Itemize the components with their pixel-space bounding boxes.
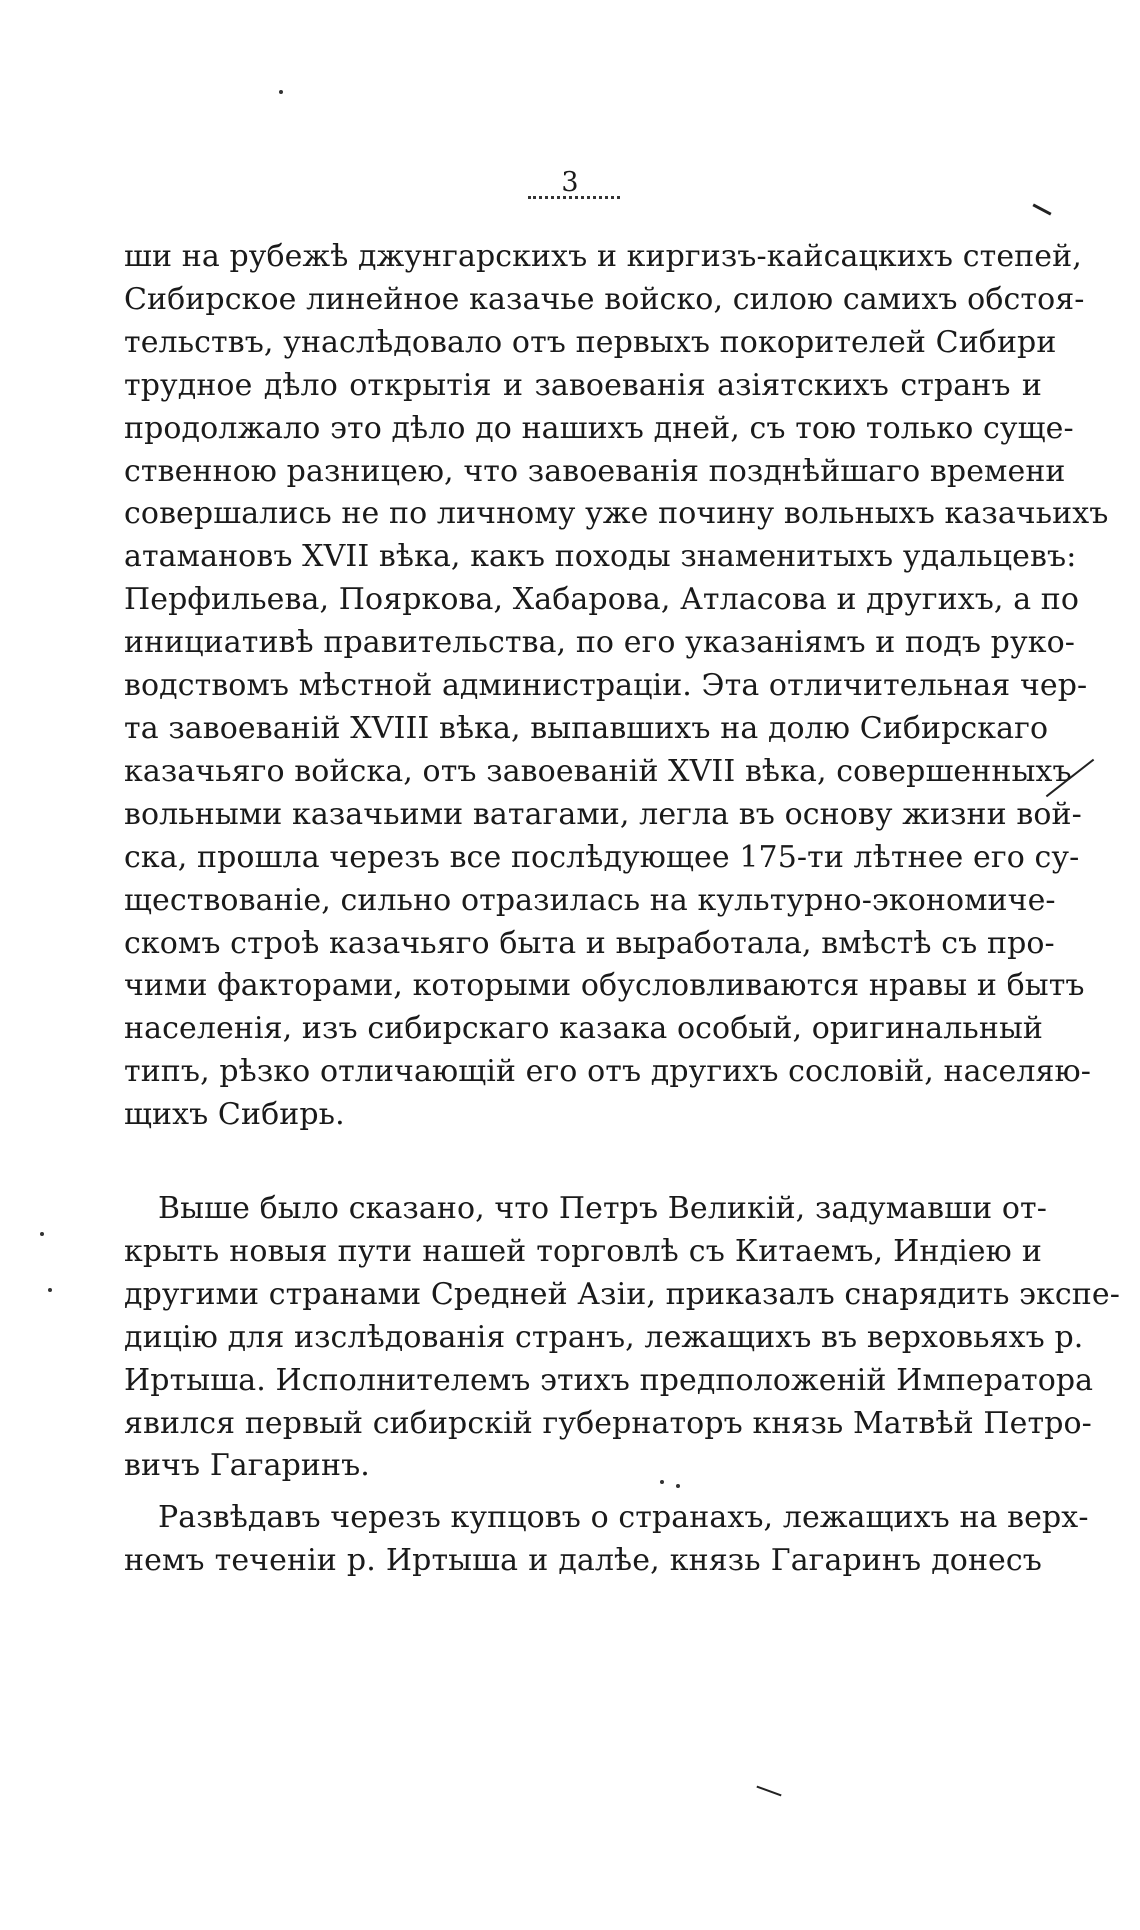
paragraph-3: [124, 1497, 1089, 1583]
text-line: вольными казачьими ватагами, легла въ основу жизни вой-: [124, 796, 1082, 832]
text-line: ственною разницею, что завоеванія позднѣйшаго времени: [124, 453, 1066, 489]
paragraph-1: [124, 236, 1109, 1137]
text-line: совершались не по личному уже почину вольныхъ казачьихъ: [124, 496, 1109, 532]
pencil-mark: [1032, 203, 1051, 215]
text-line: другими странами Средней Азіи, приказалъ снарядить экспе-: [124, 1276, 1120, 1312]
text-line: Иртыша. Исполнителемъ этихъ предположеній Императора: [124, 1362, 1094, 1398]
text-line: трудное дѣло открытія и завоеванія азіятскихъ странъ и: [124, 367, 1042, 403]
text-line: ши на рубежѣ джунгарскихъ и киргизъ-кайсацкихъ степей,: [124, 239, 1082, 274]
paragraph-2: [124, 1188, 1120, 1488]
text-line: инициативѣ правительства, по его указаніямъ и подъ руко-: [124, 625, 1075, 661]
page-number: 3: [561, 167, 579, 198]
page-number-rule: [528, 196, 620, 199]
speck: [40, 1232, 44, 1236]
text-line: вичъ Гагаринъ.: [124, 1448, 370, 1484]
speck: [279, 90, 283, 94]
text-line: Сибирское линейное казачье войско, силою самихъ обстоя-: [124, 281, 1085, 317]
speck: [48, 1288, 52, 1292]
text-line: атамановъ XVII вѣка, какъ походы знаменитыхъ удальцевъ:: [124, 539, 1077, 575]
text-line: немъ теченіи р. Иртыша и далѣе, князь Гагаринъ донесъ: [124, 1542, 1042, 1578]
speck: [676, 1484, 680, 1488]
text-line: скомъ строѣ казачьяго быта и выработала, вмѣстѣ съ про-: [124, 925, 1055, 961]
text-line: населенія, изъ сибирскаго казака особый, оригинальный: [124, 1011, 1044, 1047]
text-line: водствомъ мѣстной администраціи. Эта отличительная чер-: [124, 668, 1088, 704]
text-line: ществованіе, сильно отразилась на культурно-экономиче-: [124, 882, 1056, 918]
text-line: ска, прошла черезъ все послѣдующее 175-ти лѣтнее его су-: [124, 839, 1080, 875]
text-line: та завоеваній XVIII вѣка, выпавшихъ на долю Сибирскаго: [124, 710, 1049, 746]
pencil-mark: [756, 1786, 781, 1797]
text-line: тельствъ, унаслѣдовало отъ первыхъ покорителей Сибири: [124, 324, 1057, 360]
text-line: Развѣдавъ черезъ купцовъ о странахъ, лежащихъ на верх-: [158, 1500, 1089, 1535]
text-line: Выше было сказано, что Петръ Великій, задумавши от-: [158, 1191, 1047, 1226]
speck: [660, 1480, 664, 1484]
text-line: типъ, рѣзко отличающій его отъ другихъ сословій, населяю-: [124, 1054, 1091, 1090]
text-line: Перфильева, Пояркова, Хабарова, Атласова и другихъ, а по: [124, 582, 1080, 618]
text-line: дицію для изслѣдованія странъ, лежащихъ въ верховьяхъ р.: [124, 1319, 1084, 1355]
text-line: крыть новыя пути нашей торговлѣ съ Китаемъ, Индіею и: [124, 1233, 1042, 1269]
text-line: щихъ Сибирь.: [124, 1097, 345, 1133]
text-line: чими факторами, которыми обусловливаются нравы и бытъ: [124, 968, 1085, 1004]
text-line: казачьяго войска, отъ завоеваній XVII вѣка, совершенныхъ: [124, 753, 1072, 789]
text-line: продолжало это дѣло до нашихъ дней, съ тою только суще-: [124, 410, 1074, 446]
text-line: явился первый сибирскій губернаторъ князь Матвѣй Петро-: [124, 1405, 1092, 1441]
